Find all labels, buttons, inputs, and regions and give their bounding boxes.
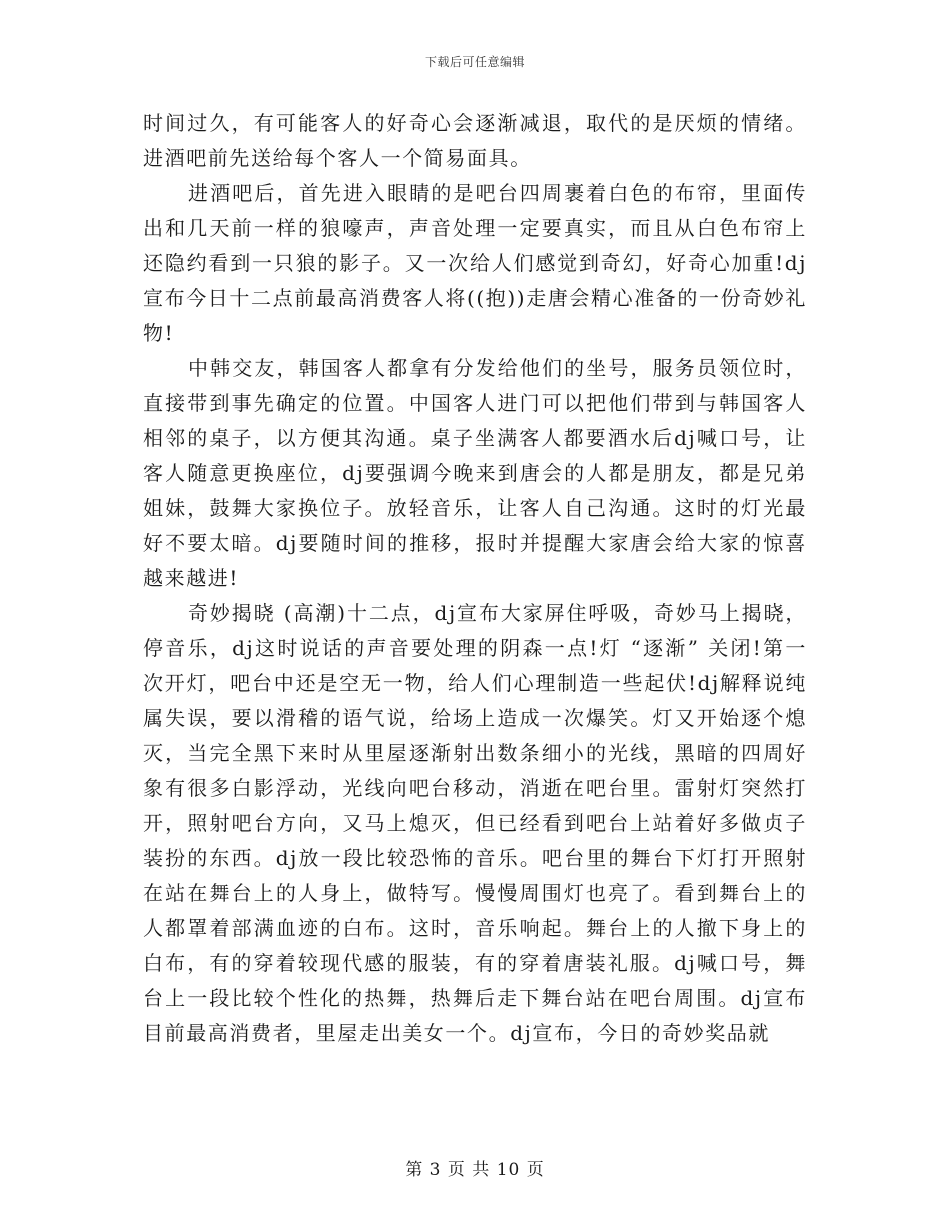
paragraph-3: 中韩交友，韩国客人都拿有分发给他们的坐号，服务员领位时，直接带到事先确定的位置。中国客人进门可以把他们带到与韩国客人相邻的桌子，以方便其沟通。桌子坐满客人都要酒水后dj喊口号，让客人随意更换座位，dj要强调今晚来到唐会的人都是朋友，都是兄弟姐妹，鼓舞大家换位子。放轻音乐，让客人自己沟通。这时的灯光最好不要太暗。dj要随时间的推移，报时并提醒大家唐会给大家的惊喜越来越进! [143, 356, 807, 590]
page-header-note: 下载后可任意编辑 [424, 55, 525, 69]
page-number-footer: 第 3 页 共 10 页 [405, 1160, 545, 1180]
paragraph-1: 时间过久，有可能客人的好奇心会逐渐减退，取代的是厌烦的情绪。进酒吧前先送给每个客人一个简易面具。 [143, 111, 807, 170]
paragraph-2: 进酒吧后，首先进入眼睛的是吧台四周裹着白色的布帘，里面传出和几天前一样的狼嚎声，声音处理一定要真实，而且从白色布帘上还隐约看到一只狼的影子。又一次给人们感觉到奇幻，好奇心加重!dj宣布今日十二点前最高消费客人将((抱))走唐会精心准备的一份奇妙礼物! [143, 181, 808, 345]
document-body [143, 106, 807, 1051]
paragraph-4: 奇妙揭晓 (高潮)十二点，dj宣布大家屏住呼吸，奇妙马上揭晓，停音乐，dj这时说话的声音要处理的阴森一点!灯 “逐渐” 关闭!第一次开灯，吧台中还是空无一物，给人们心理制造一些起伏!dj解释说纯属失误，要以滑稽的语气说，给场上造成一次爆笑。灯又开始逐个熄灭，当完全黑下来时从里屋逐渐射出数条细小的光线，黑暗的四周好象有很多白影浮动，光线向吧台移动，消逝在吧台里。雷射灯突然打开，照射吧台方向，又马上熄灭，但已经看到吧台上站着好多做贞子装扮的东西。dj放一段比较恐怖的音乐。吧台里的舞台下灯打开照射在站在舞台上的人身上，做特写。慢慢周围灯也亮了。看到舞台上的人都罩着部满血迹的白布。这时，音乐响起。舞台上的人撤下身上的白布，有的穿着较现代感的服装，有的穿着唐装礼服。dj喊口号，舞台上一段比较个性化的热舞，热舞后走下舞台站在吧台周围。dj宣布目前最高消费者，里屋走出美女一个。dj宣布，今日的奇妙奖品就 [143, 601, 807, 1045]
